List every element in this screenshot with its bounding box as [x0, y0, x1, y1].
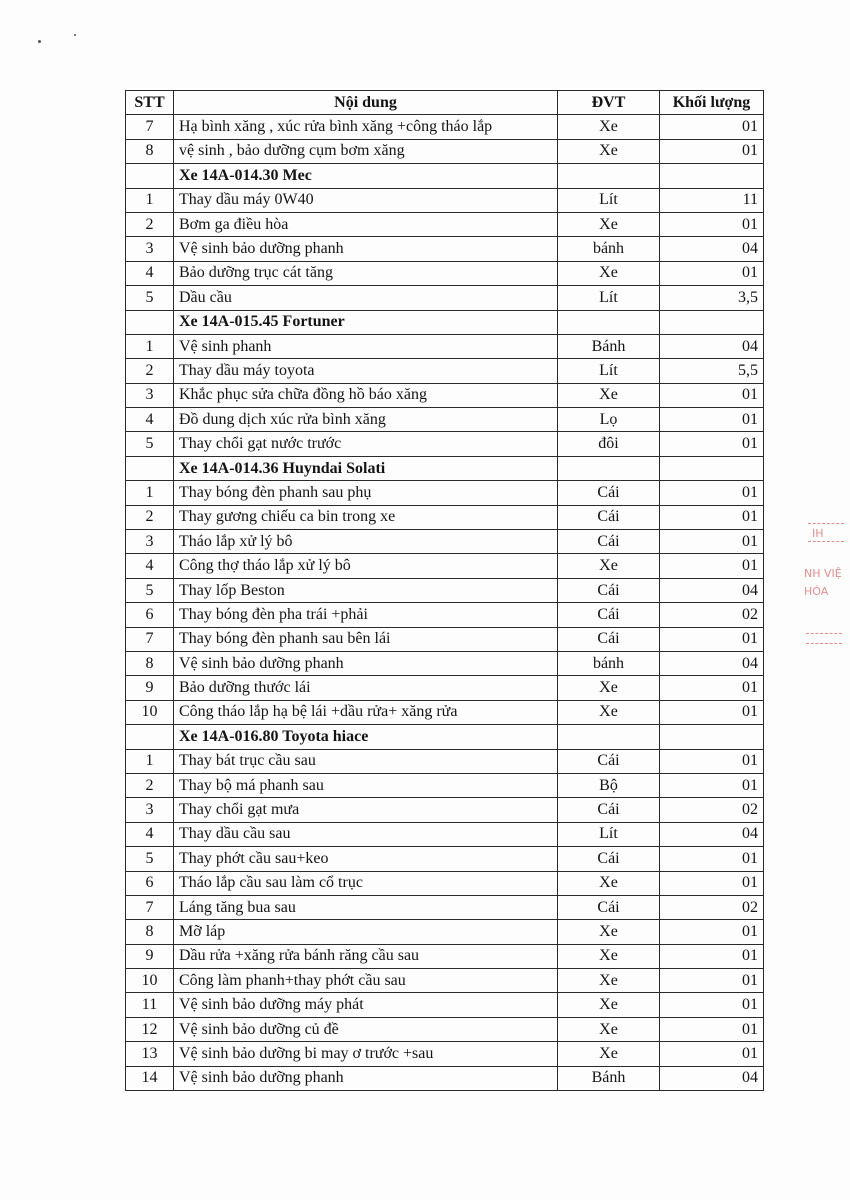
vehicle-group-row: [126, 456, 764, 480]
row-quantity: 01: [660, 871, 764, 895]
row-quantity: 01: [660, 993, 764, 1017]
row-quantity: 01: [660, 115, 764, 139]
row-stt: 1: [126, 334, 174, 358]
row-unit: Xe: [558, 261, 660, 285]
row-stt: 2: [126, 773, 174, 797]
row-unit: Bánh: [558, 1066, 660, 1090]
row-content: Vệ sinh bảo dưỡng máy phát: [174, 993, 558, 1017]
table-row: [126, 359, 764, 383]
row-stt: 6: [126, 603, 174, 627]
row-quantity: 11: [660, 188, 764, 212]
row-content: Mỡ láp: [174, 920, 558, 944]
table-row: [126, 212, 764, 236]
row-unit: Cái: [558, 481, 660, 505]
header-unit: ĐVT: [558, 91, 660, 115]
row-unit: [558, 725, 660, 749]
row-quantity: 01: [660, 408, 764, 432]
row-unit: Lít: [558, 822, 660, 846]
row-quantity: 01: [660, 700, 764, 724]
row-content: Vệ sinh bảo dưỡng bi may ơ trước +sau: [174, 1042, 558, 1066]
row-content: Khắc phục sửa chữa đồng hồ báo xăng: [174, 383, 558, 407]
row-quantity: 01: [660, 920, 764, 944]
row-unit: Xe: [558, 1042, 660, 1066]
row-unit: Cái: [558, 603, 660, 627]
row-content: Thay chổi gạt mưa: [174, 798, 558, 822]
row-quantity: 01: [660, 944, 764, 968]
row-unit: Xe: [558, 115, 660, 139]
row-stt: 9: [126, 676, 174, 700]
row-stt: 7: [126, 627, 174, 651]
row-content: Thay chổi gạt nước trước: [174, 432, 558, 456]
table-row: [126, 847, 764, 871]
row-content: Vệ sinh phanh: [174, 334, 558, 358]
table-row: [126, 920, 764, 944]
row-stt: 4: [126, 261, 174, 285]
row-stt: 12: [126, 1017, 174, 1041]
row-unit: Xe: [558, 1017, 660, 1041]
stamp-line: [808, 541, 844, 542]
row-stt: 4: [126, 408, 174, 432]
row-quantity: 04: [660, 334, 764, 358]
row-unit: Lít: [558, 286, 660, 310]
row-unit: Bộ: [558, 773, 660, 797]
row-stt: 5: [126, 286, 174, 310]
table-row: [126, 554, 764, 578]
table-body: [126, 115, 764, 1091]
row-unit: Cái: [558, 749, 660, 773]
row-quantity: 01: [660, 676, 764, 700]
row-content: Vệ sinh bảo dưỡng phanh: [174, 237, 558, 261]
row-unit: Xe: [558, 969, 660, 993]
table-row: [126, 871, 764, 895]
row-stt: 13: [126, 1042, 174, 1066]
row-content: Thay bóng đèn phanh sau bên lái: [174, 627, 558, 651]
row-stt: [126, 164, 174, 188]
row-content: Vệ sinh bảo dưỡng phanh: [174, 651, 558, 675]
row-unit: Xe: [558, 993, 660, 1017]
row-quantity: 04: [660, 1066, 764, 1090]
stamp-text-2: NH VIỆ: [804, 567, 842, 580]
row-stt: 2: [126, 505, 174, 529]
stamp-text-3: HÓA: [804, 585, 829, 598]
row-unit: Xe: [558, 920, 660, 944]
row-quantity: 01: [660, 554, 764, 578]
row-content: Thay lốp Beston: [174, 578, 558, 602]
table-row: [126, 237, 764, 261]
table-row: [126, 651, 764, 675]
row-quantity: 01: [660, 139, 764, 163]
table-row: [126, 286, 764, 310]
row-stt: 11: [126, 993, 174, 1017]
row-stt: [126, 310, 174, 334]
row-stt: 5: [126, 432, 174, 456]
row-quantity: [660, 310, 764, 334]
table-row: [126, 481, 764, 505]
row-content: Thay dầu cầu sau: [174, 822, 558, 846]
row-stt: 7: [126, 115, 174, 139]
row-quantity: 01: [660, 481, 764, 505]
table-row: [126, 188, 764, 212]
row-quantity: 01: [660, 530, 764, 554]
table-row: [126, 408, 764, 432]
table-row: [126, 578, 764, 602]
row-content: Thay bộ má phanh sau: [174, 773, 558, 797]
row-stt: 3: [126, 798, 174, 822]
header-stt: STT: [126, 91, 174, 115]
table-row: [126, 993, 764, 1017]
row-stt: 4: [126, 554, 174, 578]
row-content: Vệ sinh bảo dưỡng phanh: [174, 1066, 558, 1090]
row-content: Tháo lắp xử lý bô: [174, 530, 558, 554]
row-quantity: [660, 725, 764, 749]
row-content: Thay bóng đèn pha trái +phải: [174, 603, 558, 627]
row-quantity: 01: [660, 969, 764, 993]
vehicle-group-row: [126, 725, 764, 749]
row-quantity: 5,5: [660, 359, 764, 383]
vehicle-title: Xe 14A-014.36 Huyndai Solati: [174, 456, 558, 480]
table-row: [126, 1042, 764, 1066]
row-unit: Lọ: [558, 408, 660, 432]
table-row: [126, 749, 764, 773]
row-content: vệ sinh , bảo dưỡng cụm bơm xăng: [174, 139, 558, 163]
table-row: [126, 139, 764, 163]
row-stt: 8: [126, 920, 174, 944]
table-row: [126, 1066, 764, 1090]
row-unit: Cái: [558, 505, 660, 529]
row-stt: 10: [126, 700, 174, 724]
header-quantity: Khối lượng: [660, 91, 764, 115]
row-content: Công làm phanh+thay phớt cầu sau: [174, 969, 558, 993]
row-content: Hạ bình xăng , xúc rửa bình xăng +công tháo lắp: [174, 115, 558, 139]
row-unit: Cái: [558, 895, 660, 919]
row-quantity: 04: [660, 651, 764, 675]
table-row: [126, 969, 764, 993]
row-stt: 3: [126, 530, 174, 554]
row-content: Vệ sinh bảo dưỡng củ đề: [174, 1017, 558, 1041]
row-unit: Xe: [558, 554, 660, 578]
row-content: Tháo lắp cầu sau làm cổ trục: [174, 871, 558, 895]
row-content: Bảo dưỡng trục cát tăng: [174, 261, 558, 285]
row-unit: Xe: [558, 944, 660, 968]
stamp-fragment: [800, 515, 850, 655]
row-quantity: 3,5: [660, 286, 764, 310]
table-row: [126, 627, 764, 651]
row-content: Bơm ga điều hòa: [174, 212, 558, 236]
row-content: Dầu rửa +xăng rửa bánh răng cầu sau: [174, 944, 558, 968]
row-content: Dầu cầu: [174, 286, 558, 310]
row-stt: 3: [126, 237, 174, 261]
row-content: Thay bát trục cầu sau: [174, 749, 558, 773]
table-row: [126, 944, 764, 968]
row-stt: [126, 725, 174, 749]
stamp-line: [806, 643, 842, 644]
row-quantity: [660, 164, 764, 188]
row-unit: Xe: [558, 212, 660, 236]
table-row: [126, 530, 764, 554]
row-unit: Xe: [558, 676, 660, 700]
row-quantity: 01: [660, 505, 764, 529]
row-content: Láng tăng bua sau: [174, 895, 558, 919]
row-content: Công tháo lắp hạ bệ lái +dầu rửa+ xăng rửa: [174, 700, 558, 724]
table-row: [126, 700, 764, 724]
row-unit: [558, 456, 660, 480]
row-stt: 5: [126, 847, 174, 871]
table-row: [126, 115, 764, 139]
row-stt: 14: [126, 1066, 174, 1090]
table-row: [126, 383, 764, 407]
table-row: [126, 1017, 764, 1041]
row-content: Thay bóng đèn phanh sau phụ: [174, 481, 558, 505]
row-unit: Cái: [558, 578, 660, 602]
row-unit: Xe: [558, 139, 660, 163]
row-unit: đôi: [558, 432, 660, 456]
row-unit: Xe: [558, 871, 660, 895]
vehicle-title: Xe 14A-016.80 Toyota hiace: [174, 725, 558, 749]
row-stt: 10: [126, 969, 174, 993]
work-items-table: [125, 90, 764, 1091]
row-unit: Xe: [558, 383, 660, 407]
row-quantity: 01: [660, 847, 764, 871]
row-unit: Xe: [558, 700, 660, 724]
row-quantity: 01: [660, 212, 764, 236]
row-stt: 1: [126, 481, 174, 505]
row-stt: 3: [126, 383, 174, 407]
stamp-text-1: IH: [812, 527, 824, 540]
scan-speck: [74, 34, 76, 36]
row-content: Đồ dung dịch xúc rửa bình xăng: [174, 408, 558, 432]
row-quantity: [660, 456, 764, 480]
header-content: Nội dung: [174, 91, 558, 115]
row-stt: 2: [126, 212, 174, 236]
row-stt: 8: [126, 139, 174, 163]
row-quantity: 02: [660, 603, 764, 627]
row-quantity: 01: [660, 1017, 764, 1041]
row-quantity: 04: [660, 237, 764, 261]
table-row: [126, 334, 764, 358]
row-content: Thay dầu máy toyota: [174, 359, 558, 383]
row-unit: Lít: [558, 359, 660, 383]
table-row: [126, 432, 764, 456]
row-quantity: 02: [660, 895, 764, 919]
row-quantity: 04: [660, 822, 764, 846]
row-quantity: 02: [660, 798, 764, 822]
row-quantity: 01: [660, 383, 764, 407]
vehicle-title: Xe 14A-015.45 Fortuner: [174, 310, 558, 334]
row-unit: Cái: [558, 847, 660, 871]
row-unit: [558, 164, 660, 188]
row-unit: Cái: [558, 530, 660, 554]
row-stt: [126, 456, 174, 480]
row-stt: 1: [126, 188, 174, 212]
scan-speck: [38, 40, 41, 43]
table-row: [126, 895, 764, 919]
row-unit: Lít: [558, 188, 660, 212]
row-unit: Cái: [558, 798, 660, 822]
row-content: Thay dầu máy 0W40: [174, 188, 558, 212]
row-content: Bảo dưỡng thước lái: [174, 676, 558, 700]
row-quantity: 01: [660, 432, 764, 456]
table-row: [126, 505, 764, 529]
stamp-line: [808, 523, 844, 524]
vehicle-title: Xe 14A-014.30 Mec: [174, 164, 558, 188]
row-unit: Cái: [558, 627, 660, 651]
row-unit: bánh: [558, 237, 660, 261]
row-quantity: 01: [660, 627, 764, 651]
row-stt: 5: [126, 578, 174, 602]
row-quantity: 04: [660, 578, 764, 602]
row-quantity: 01: [660, 1042, 764, 1066]
vehicle-group-row: [126, 164, 764, 188]
table-row: [126, 773, 764, 797]
row-stt: 9: [126, 944, 174, 968]
vehicle-group-row: [126, 310, 764, 334]
row-stt: 6: [126, 871, 174, 895]
row-stt: 7: [126, 895, 174, 919]
row-unit: bánh: [558, 651, 660, 675]
table-row: [126, 822, 764, 846]
row-stt: 1: [126, 749, 174, 773]
row-content: Thay gương chiếu ca bin trong xe: [174, 505, 558, 529]
table-row: [126, 261, 764, 285]
row-unit: Bánh: [558, 334, 660, 358]
row-quantity: 01: [660, 773, 764, 797]
row-quantity: 01: [660, 261, 764, 285]
table-row: [126, 676, 764, 700]
table-row: [126, 798, 764, 822]
row-unit: [558, 310, 660, 334]
table-row: [126, 603, 764, 627]
row-stt: 4: [126, 822, 174, 846]
row-content: Công thợ tháo lắp xử lý bô: [174, 554, 558, 578]
row-quantity: 01: [660, 749, 764, 773]
row-content: Thay phớt cầu sau+keo: [174, 847, 558, 871]
table-header-row: [126, 91, 764, 115]
stamp-line: [806, 633, 842, 634]
row-stt: 8: [126, 651, 174, 675]
row-stt: 2: [126, 359, 174, 383]
